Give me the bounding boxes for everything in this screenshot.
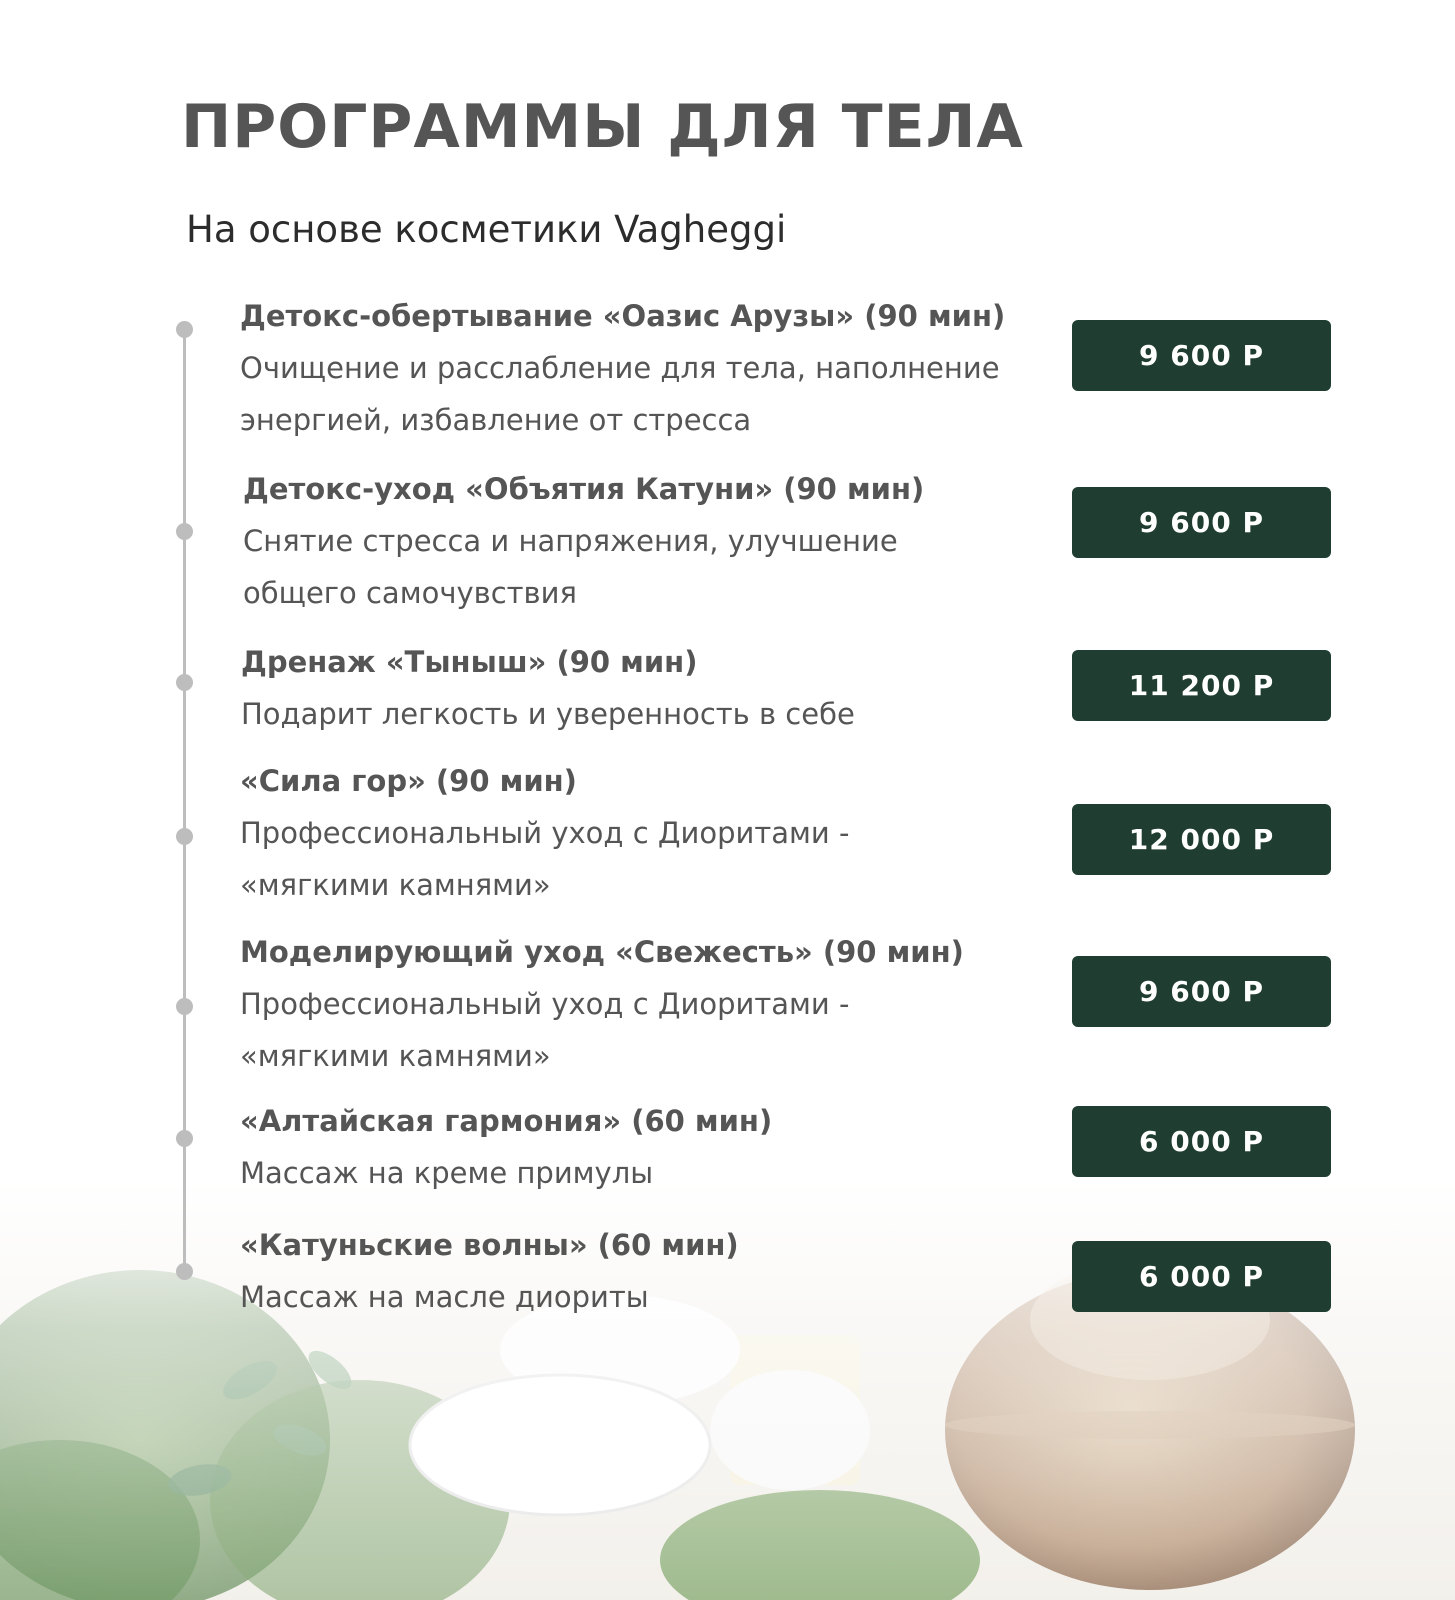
- service-name: «Алтайская гармония» (60 мин): [240, 1104, 773, 1138]
- service-description: Профессиональный уход с Диоритами - «мягкими камнями»: [240, 987, 850, 1073]
- service-name: Дренаж «Тыныш» (90 мин): [241, 645, 698, 679]
- service-name: «Сила гор» (90 мин): [240, 764, 577, 798]
- timeline-dot: [176, 828, 193, 845]
- page-title: ПРОГРАММЫ ДЛЯ ТЕЛА: [181, 92, 1024, 162]
- service-item: [241, 636, 1061, 740]
- timeline-dot: [176, 523, 193, 540]
- price-badge: 9 600 Р: [1072, 487, 1331, 558]
- timeline-dot: [176, 674, 193, 691]
- service-item: [240, 926, 1060, 1082]
- timeline-dot: [176, 998, 193, 1015]
- service-name: «Катуньские волны» (60 мин): [240, 1228, 739, 1262]
- timeline-dot: [176, 1130, 193, 1147]
- service-description: Массаж на креме примулы: [240, 1156, 654, 1190]
- timeline-dot: [176, 1263, 193, 1280]
- page-subtitle: На основе косметики Vagheggi: [186, 208, 787, 251]
- price-badge: 12 000 Р: [1072, 804, 1331, 875]
- price-badge: 6 000 Р: [1072, 1241, 1331, 1312]
- service-item: [240, 290, 1040, 446]
- timeline-line: [183, 330, 186, 1270]
- price-badge: 6 000 Р: [1072, 1106, 1331, 1177]
- service-description: Массаж на масле диориты: [240, 1280, 649, 1314]
- service-description: Подарит легкость и уверенность в себе: [241, 697, 855, 731]
- service-item: [243, 463, 1063, 619]
- price-badge: 11 200 Р: [1072, 650, 1331, 721]
- service-description: Снятие стресса и напряжения, улучшение общего самочувствия: [243, 524, 898, 610]
- service-name: Детокс-уход «Объятия Катуни» (90 мин): [243, 472, 925, 506]
- service-item: [240, 1219, 1060, 1323]
- timeline-dot: [176, 321, 193, 338]
- price-badge: 9 600 Р: [1072, 320, 1331, 391]
- service-description: Профессиональный уход с Диоритами - «мягкими камнями»: [240, 816, 850, 902]
- service-name: Моделирующий уход «Свежесть» (90 мин): [240, 935, 964, 969]
- service-item: [240, 1095, 1060, 1199]
- service-description: Очищение и расслабление для тела, наполнение энергией, избавление от стресса: [240, 351, 1000, 437]
- service-item: [240, 755, 1060, 911]
- price-badge: 9 600 Р: [1072, 956, 1331, 1027]
- service-name: Детокс-обертывание «Оазис Арузы» (90 мин): [240, 299, 1006, 333]
